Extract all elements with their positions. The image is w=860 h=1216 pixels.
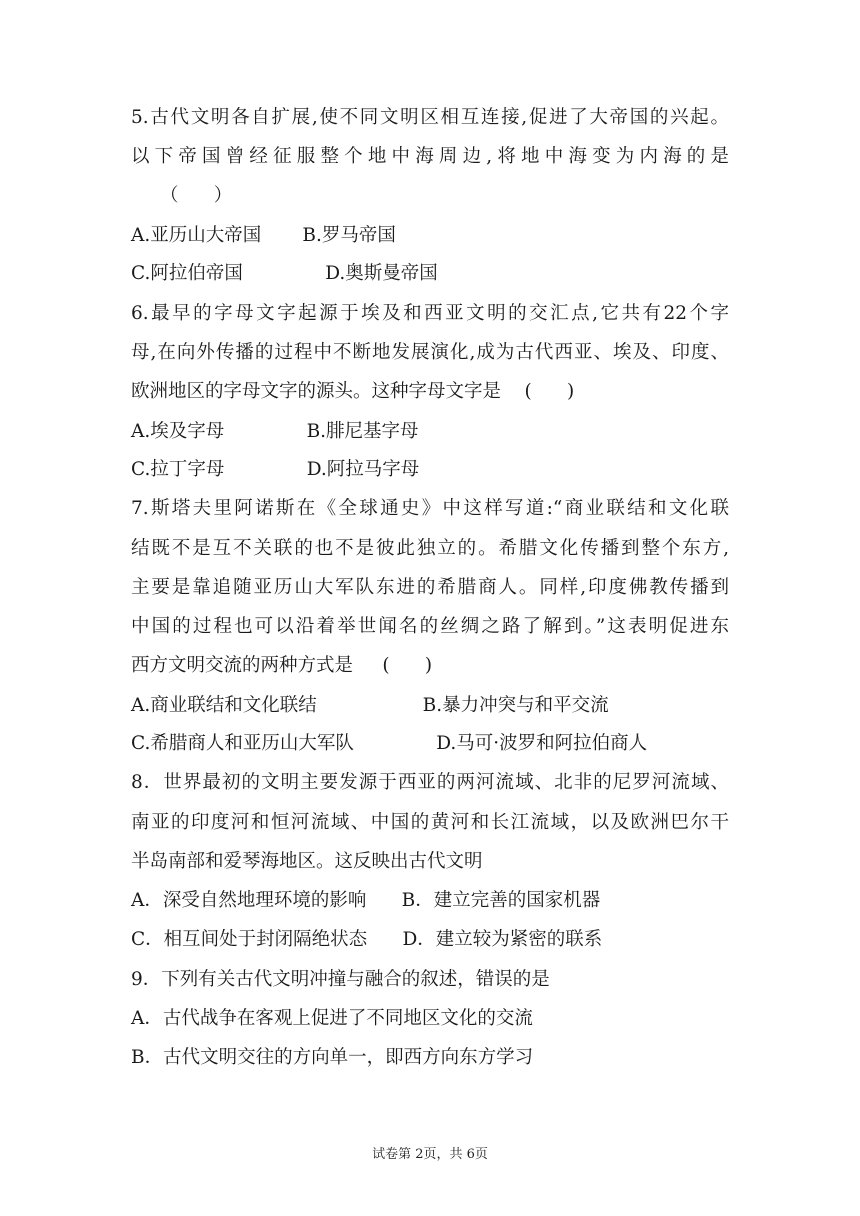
q5-stem-line-2: 以下帝国曾经征服整个地中海周边,将地中海变为内海的是 (131, 146, 729, 167)
q7-stem-line-1: 7.斯塔夫里阿诺斯在《全球通史》中这样写道:“商业联结和文化联 (131, 498, 729, 519)
q7-stem-line-5: 西方文明交流的两种方式是 ( ) (131, 655, 433, 676)
q6-stem-line-1: 6.最早的字母文字起源于埃及和西亚文明的交汇点,它共有22个字 (131, 303, 729, 324)
q7-options-ab: A.商业联结和文化联结 B.暴力冲突与和平交流 (131, 695, 609, 716)
q5-options-ab: A.亚历山大帝国 B.罗马帝国 (131, 225, 396, 246)
q7-stem-line-2: 结既不是互不关联的也不是彼此独立的。希腊文化传播到整个东方, (131, 538, 729, 559)
q9-option-b: B．古代文明交往的方向单一，即西方向东方学习 (131, 1047, 534, 1068)
q9-stem-line-1: 9．下列有关古代文明冲撞与融合的叙述，错误的是 (131, 969, 550, 990)
q6-stem-line-3: 欧洲地区的字母文字的源头。这种字母文字是 ( ) (131, 381, 575, 402)
q5-answer-bracket: （ ） (160, 185, 233, 206)
q8-stem-line-1: 8．世界最初的文明主要发源于西亚的两河流域、北非的尼罗河流域、 (131, 772, 729, 793)
q6-options-cd: C.拉丁字母 D.阿拉马字母 (131, 459, 420, 480)
q8-options-ab: A．深受自然地理环境的影响 B．建立完善的国家机器 (131, 890, 601, 911)
q6-stem-line-2: 母,在向外传播的过程中不断地发展演化,成为古代西亚、埃及、印度、 (131, 342, 729, 363)
page-footer: 试卷第 2页，共 6页 (372, 1147, 488, 1162)
q7-options-cd: C.希腊商人和亚历山大军队 D.马可·波罗和阿拉伯商人 (131, 733, 648, 754)
q8-stem-line-3: 半岛南部和爱琴海地区。这反映出古代文明 (131, 851, 483, 872)
q5-stem-line-1: 5.古代文明各自扩展,使不同文明区相互连接,促进了大帝国的兴起。 (131, 107, 729, 128)
q8-stem-line-2: 南亚的印度河和恒河流域、中国的黄河和长江流域，以及欧洲巴尔干 (131, 812, 729, 833)
q8-options-cd: C．相互间处于封闭隔绝状态 D．建立较为紧密的联系 (131, 929, 603, 950)
q5-options-cd: C.阿拉伯帝国 D.奥斯曼帝国 (131, 263, 438, 284)
q6-options-ab: A.埃及字母 B.腓尼基字母 (131, 421, 419, 442)
q7-stem-line-3: 主要是靠追随亚历山大军队东进的希腊商人。同样,印度佛教传播到 (131, 577, 729, 598)
q9-option-a: A．古代战争在客观上促进了不同地区文化的交流 (131, 1008, 533, 1029)
q7-stem-line-4: 中国的过程也可以沿着举世闻名的丝绸之路了解到。”这表明促进东 (131, 616, 729, 637)
